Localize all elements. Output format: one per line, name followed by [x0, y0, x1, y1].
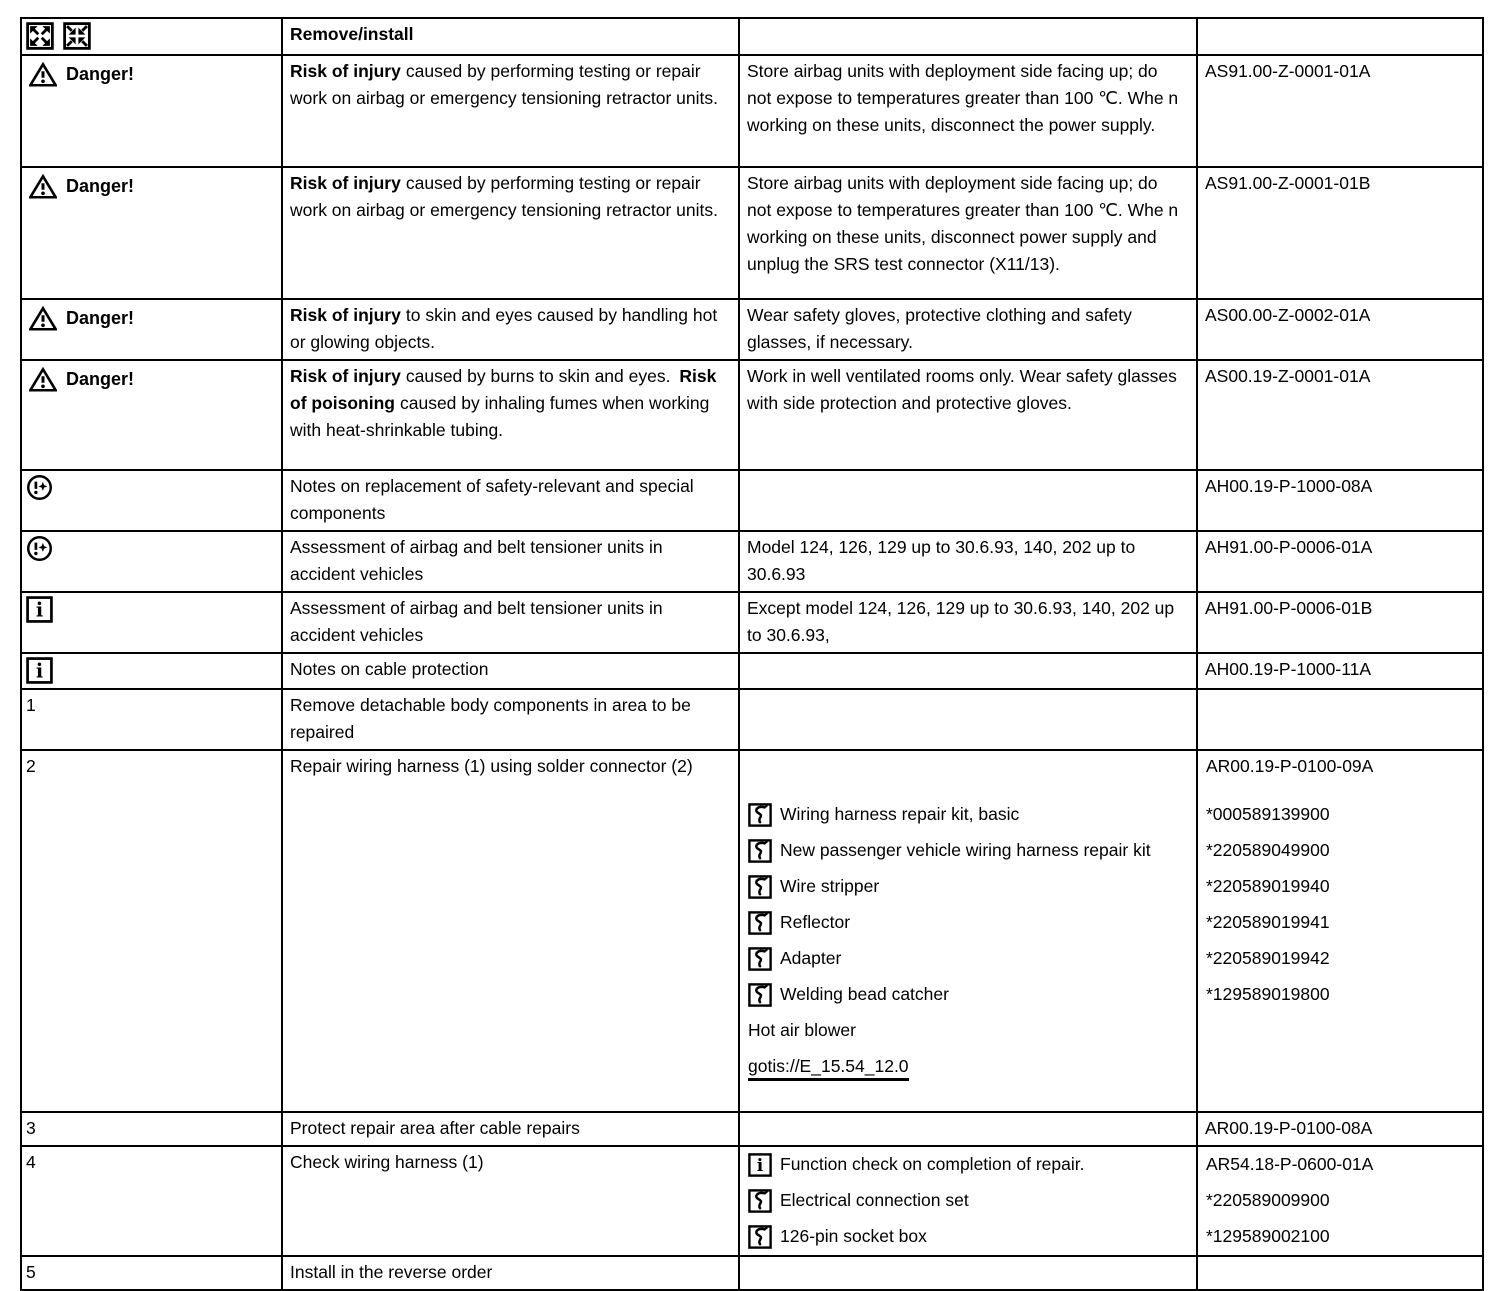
tool-part-number: *129589002100	[1206, 1226, 1330, 1246]
tool-name: Electrical connection set	[780, 1190, 969, 1210]
tool-part-number: *220589049900	[1206, 840, 1330, 860]
tool-part-number: *220589009900	[1206, 1190, 1330, 1210]
info-icon	[26, 596, 53, 623]
info-icon	[26, 657, 53, 684]
risk-title: Risk of injury	[290, 305, 401, 325]
empty-cell	[1197, 18, 1483, 55]
step-row	[21, 1112, 1483, 1146]
danger-label: Danger!	[66, 176, 135, 196]
safety-note-icon	[26, 535, 53, 562]
special-tool-icon	[748, 1225, 772, 1249]
risk-description: caused by performing testing or repair work on airbag or emergency tensioning retractor units.	[290, 173, 718, 220]
precaution-text: Store airbag units with deployment side facing up; do not expose to temperatures greater than 100 ℃. Whe n working on these units, disconnect the power supply.	[739, 55, 1197, 167]
tool-part-number: *000589139900	[1206, 804, 1330, 824]
document-code: AH91.00-P-0006-01A	[1197, 531, 1483, 592]
safety-note-icon	[26, 474, 53, 501]
tool-name: Welding bead catcher	[780, 984, 949, 1004]
special-tool-icon	[748, 839, 772, 863]
step-text: Remove detachable body components in area to be repaired	[282, 689, 739, 750]
note-title: Notes on cable protection	[282, 653, 739, 689]
note-detail	[739, 653, 1197, 689]
tool-part-number: *220589019941	[1206, 912, 1330, 932]
risk-description: to skin and eyes caused by handling hot or glowing objects.	[290, 305, 718, 352]
collapse-view-icon[interactable]	[63, 22, 91, 50]
document-code: AH00.19-P-1000-11A	[1197, 653, 1483, 689]
special-tool-icon	[748, 875, 772, 899]
risk-title: Risk of injury	[290, 61, 401, 81]
precaution-text: Store airbag units with deployment side facing up; do not expose to temperatures greater than 100 ℃. Whe n working on these units, disconnect power supply and unplug the SRS test connector (X11/13).	[739, 167, 1197, 299]
document-code: AR00.19-P-0100-08A	[1197, 1112, 1483, 1146]
note-row	[21, 592, 1483, 653]
info-icon	[748, 1153, 772, 1177]
special-tool-icon	[748, 911, 772, 935]
note-title: Assessment of airbag and belt tensioner units in accident vehicles	[282, 531, 739, 592]
step-text: Install in the reverse order	[282, 1256, 739, 1290]
note-row	[21, 531, 1483, 592]
empty-cell	[739, 1112, 1197, 1146]
expand-view-icon[interactable]	[26, 22, 54, 50]
note-detail: Except model 124, 126, 129 up to 30.6.93, 140, 202 up to 30.6.93,	[739, 592, 1197, 653]
danger-label: Danger!	[66, 308, 135, 328]
risk-description: caused by performing testing or repair work on airbag or emergency tensioning retractor units.	[290, 61, 718, 108]
plain-tool-line: Hot air blower	[748, 1020, 856, 1040]
danger-triangle-icon	[29, 367, 57, 392]
document-code: AS00.19-Z-0001-01A	[1197, 360, 1483, 470]
column-divider	[1196, 751, 1198, 1111]
danger-row	[21, 167, 1483, 299]
risk-title-2: Risk of poisoning	[290, 366, 717, 413]
tool-name: New passenger vehicle wiring harness repair kit	[780, 840, 1151, 860]
step-text: Repair wiring harness (1) using solder connector (2)	[282, 750, 739, 1112]
note-row	[21, 470, 1483, 531]
note-detail: Model 124, 126, 129 up to 30.6.93, 140, 202 up to 30.6.93	[739, 531, 1197, 592]
empty-cell	[1197, 689, 1483, 750]
note-row	[21, 653, 1483, 689]
step-number: 5	[21, 1256, 282, 1290]
danger-row	[21, 55, 1483, 167]
document-code: AR00.19-P-0100-09A	[1206, 756, 1374, 776]
column-title-remove-install: Remove/install	[282, 18, 739, 55]
tool-part-number: *220589019940	[1206, 876, 1330, 896]
empty-cell	[739, 1256, 1197, 1290]
document-code: AS91.00-Z-0001-01B	[1197, 167, 1483, 299]
tool-name: Reflector	[780, 912, 851, 932]
danger-triangle-icon	[29, 62, 57, 87]
step-row	[21, 750, 1483, 1112]
tool-name: Wiring harness repair kit, basic	[780, 804, 1020, 824]
step-number: 4	[21, 1146, 282, 1256]
tool-name: 126-pin socket box	[780, 1226, 927, 1246]
danger-row	[21, 360, 1483, 470]
special-tool-icon	[748, 947, 772, 971]
special-tool-icon	[748, 983, 772, 1007]
step-row	[21, 1146, 1483, 1256]
column-divider	[1196, 1147, 1198, 1255]
danger-label: Danger!	[66, 64, 135, 84]
step-row	[21, 689, 1483, 750]
step-row	[21, 1256, 1483, 1290]
step-number: 1	[21, 689, 282, 750]
empty-cell	[1197, 1256, 1483, 1290]
danger-triangle-icon	[29, 306, 57, 331]
gotis-link[interactable]: gotis://E_15.54_12.0	[748, 1054, 909, 1081]
note-detail	[739, 470, 1197, 531]
tool-part-number: *129589019800	[1206, 984, 1330, 1004]
remove-install-table	[20, 17, 1484, 1291]
risk-description: caused by burns to skin and eyes.	[405, 366, 671, 386]
danger-label: Danger!	[66, 369, 135, 389]
note-title: Assessment of airbag and belt tensioner units in accident vehicles	[282, 592, 739, 653]
empty-cell	[739, 18, 1197, 55]
risk-title: Risk of injury	[290, 366, 401, 386]
document-code: AH00.19-P-1000-08A	[1197, 470, 1483, 531]
note-text: Function check on completion of repair.	[780, 1154, 1085, 1174]
tool-name: Wire stripper	[780, 876, 880, 896]
document-code: AR54.18-P-0600-01A	[1206, 1154, 1374, 1174]
document-code: AH91.00-P-0006-01B	[1197, 592, 1483, 653]
step-number: 3	[21, 1112, 282, 1146]
risk-title: Risk of injury	[290, 173, 401, 193]
tool-name: Adapter	[780, 948, 842, 968]
document-code: AS91.00-Z-0001-01A	[1197, 55, 1483, 167]
tool-part-number: *220589019942	[1206, 948, 1330, 968]
step-text: Protect repair area after cable repairs	[282, 1112, 739, 1146]
precaution-text: Wear safety gloves, protective clothing and safety glasses, if necessary.	[739, 299, 1197, 360]
document-code: AS00.00-Z-0002-01A	[1197, 299, 1483, 360]
step-number: 2	[21, 750, 282, 1112]
danger-row	[21, 299, 1483, 360]
table-header-row	[21, 18, 1483, 55]
special-tool-icon	[748, 803, 772, 827]
precaution-text: Work in well ventilated rooms only. Wear safety glasses with side protection and protective gloves.	[739, 360, 1197, 470]
step-text: Check wiring harness (1)	[282, 1146, 739, 1256]
note-title: Notes on replacement of safety-relevant and special components	[282, 470, 739, 531]
empty-cell	[739, 689, 1197, 750]
risk-description-2: caused by inhaling fumes when working with heat-shrinkable tubing.	[290, 393, 710, 440]
danger-triangle-icon	[29, 174, 57, 199]
special-tool-icon	[748, 1189, 772, 1213]
